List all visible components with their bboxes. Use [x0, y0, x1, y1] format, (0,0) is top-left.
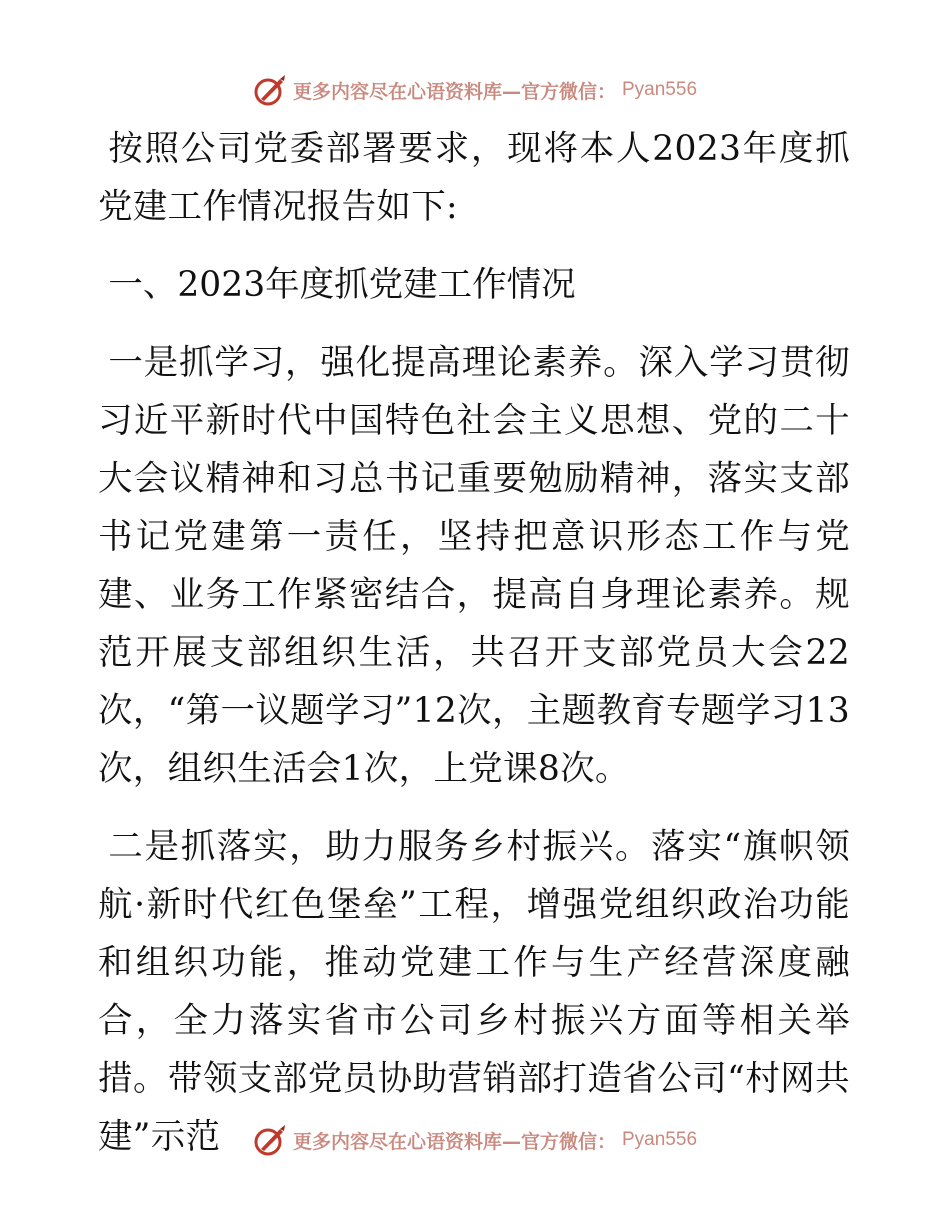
watermark-text: 更多内容尽在心语资料库—官方微信：: [292, 1130, 616, 1153]
watermark-handle: Pyan556: [622, 1129, 698, 1150]
section-heading: 一、2023年度抓党建工作情况: [108, 265, 576, 305]
paragraph-study: 一是抓学习，强化提高理论素养。深入学习贯彻习近平新时代中国特色社会主义思想、党的二十大会议精神和习总书记重要勉励精神，落实支部书记党建第一责任，坚持把意识形态工作与党建、业务工作紧密结合，提高自身理论素养。规范开展支部组织生活，共召开支部党员大会22次，“第一议题学习”12次，主题教育专题学习13次，组织生活会1次，上党课8次。: [98, 343, 850, 789]
watermark-bottom: [0, 1120, 950, 1160]
quill-pen-logo-icon: [253, 73, 287, 107]
watermark-text: 更多内容尽在心语资料库—官方微信：: [292, 80, 616, 103]
intro-paragraph: 按照公司党委部署要求，现将本人2023年度抓党建工作情况报告如下:: [98, 129, 850, 227]
watermark-handle: Pyan556: [622, 79, 698, 100]
paragraph-implementation: 二是抓落实，助力服务乡村振兴。落实“旗帜领航·新时代红色堡垒”工程，增强党组织政治功能和组织功能，推动党建工作与生产经营深度融合，全力落实省市公司乡村振兴方面等相关举措。带领支部党员协助营销部打造省公司“村网共建”示范: [98, 827, 850, 1157]
quill-pen-logo-icon: [253, 1123, 287, 1157]
document-body: [98, 120, 850, 1166]
watermark-top: [0, 70, 950, 110]
